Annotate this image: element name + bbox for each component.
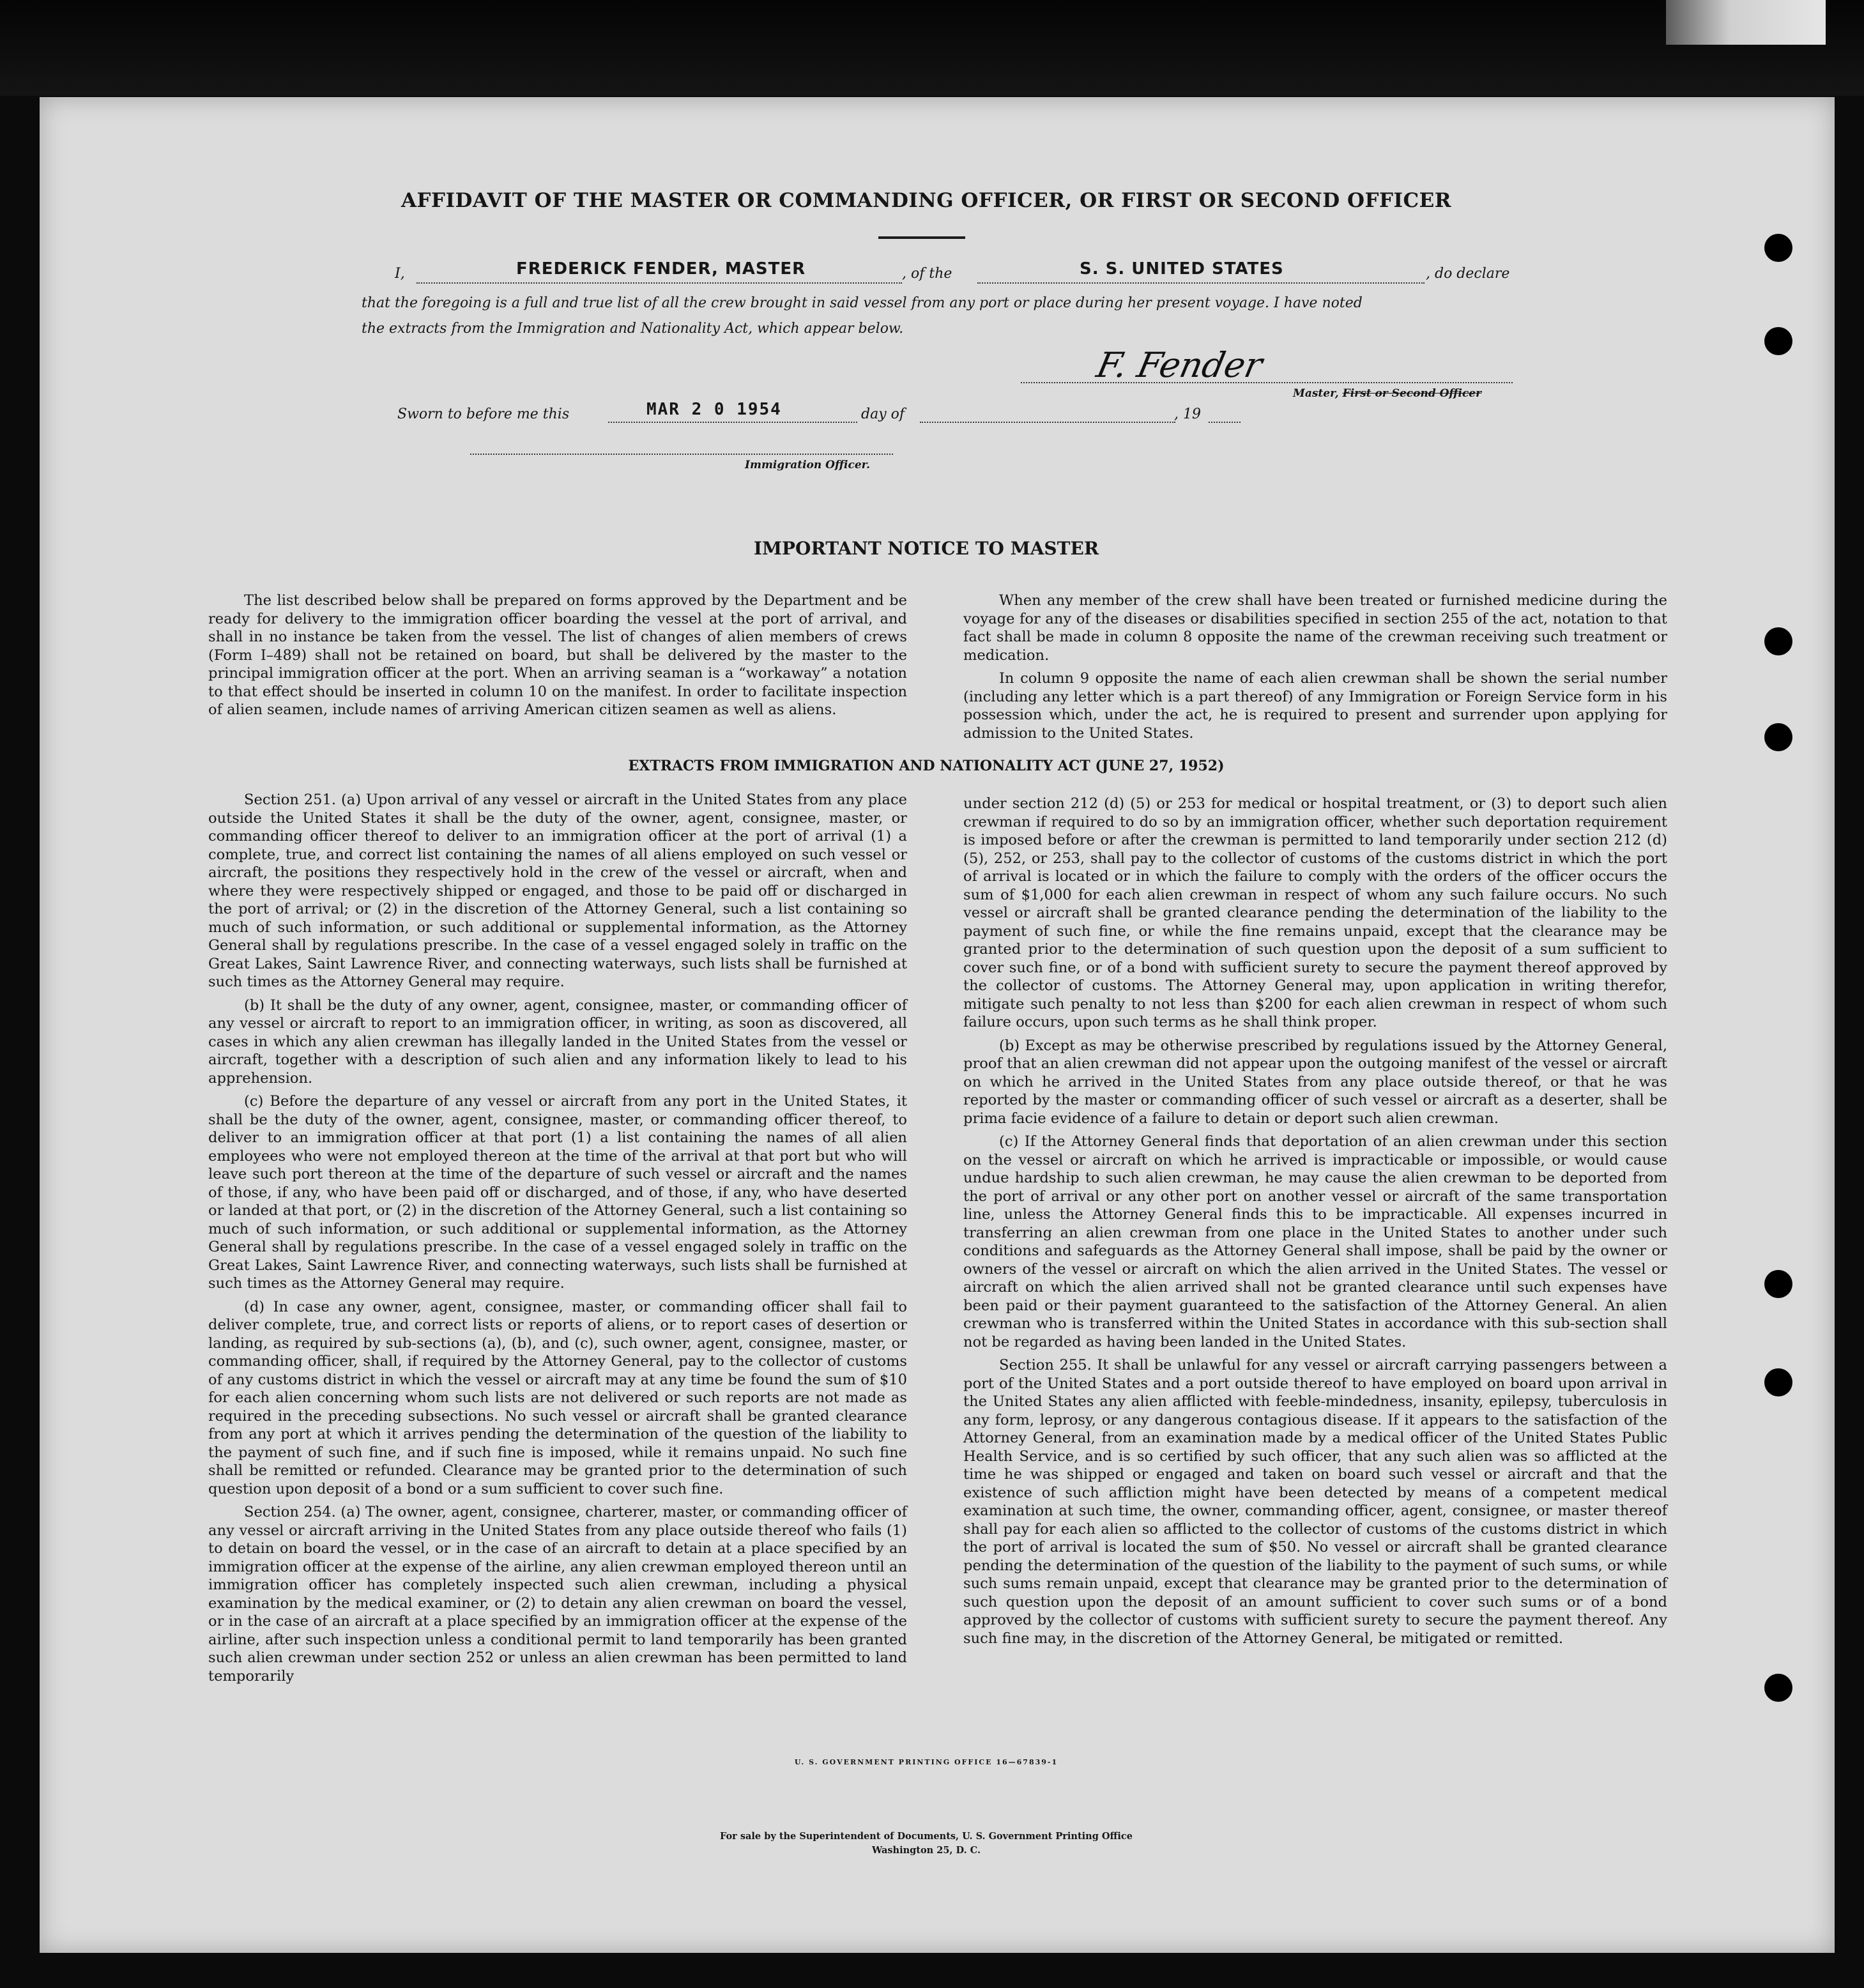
punch-hole xyxy=(1764,327,1792,355)
officer-label: Immigration Officer. xyxy=(745,459,870,471)
master-signature: F. Fender xyxy=(1093,345,1266,385)
do-declare-label: , do declare xyxy=(1426,266,1510,282)
section-254-a-continued: under section 212 (d) (5) or 253 for medical or hospital treatment, or (3) to deport such alien crewman if required to do so by an immigration officer, whether such deportation requirement is imposed before or after the crewman is permitted to land temporarily under section 212 (d) (5), 252, or 253, shall pay to the collector of customs of the customs district in which the port of arrival is located or in which the failure to comply with the orders of the officer occurs the sum of $1,000 for each alien crewman in respect of whom any such failure occurs. No such vessel or aircraft shall be granted clearance pending the determination of the liability to the payment of such fine, or while the fine remains unpaid, except that the clearance may be granted prior to the determination of such question upon the deposit of a sum sufficient to cover such fine, or of a bond with sufficient surety to secure the payment thereof approved by the collector of customs. The Attorney General may, upon application in writing therefor, mitigate such penalty to not less than $200 for each alien crewman in respect of whom such failure occurs, upon such terms as he shall think proper. xyxy=(963,795,1667,1030)
title-divider xyxy=(878,236,965,239)
printing-office-code: U. S. GOVERNMENT PRINTING OFFICE 16—67839-1 xyxy=(794,1758,1058,1766)
notice-right-paragraph-2: In column 9 opposite the name of each alien crewman shall be shown the serial number (including any letter which is a part thereof) of any Immigration or Foreign Service form in his possession which, under the act, he is required to present and surrender upon applying for admission to the United States. xyxy=(963,670,1667,742)
notice-right-column xyxy=(963,592,1667,747)
signer-title-struck: First or Second Officer xyxy=(1342,387,1482,400)
punch-hole xyxy=(1764,627,1792,655)
signature-line xyxy=(1021,382,1513,383)
section-251-d: (d) In case any owner, agent, consignee, master, or commanding officer shall fail to deliver complete, true, and correct lists or reports of aliens, or to report cases of desertion or landing, as required by sub-sections (a), (b), and (c), such owner, agent, consignee, master, or commanding officer, shall, if required by the Attorney General, pay to the collector of customs of any customs district in which the vessel or aircraft may at any time be found the sum of $10 for each alien concerning whom such lists are not delivered or such reports are not made as required in the preceding subsections. No such vessel or aircraft shall be granted clearance from any port at which it arrives pending the determination of the question of the liability to the payment of such fine, and if such fine is imposed, while it remains unpaid. No such fine shall be remitted or refunded. Clearance may be granted prior to the determination of such question upon deposit of a bond or a sum sufficient to cover such fine. xyxy=(208,1298,907,1497)
vessel-name: S. S. UNITED STATES xyxy=(1080,259,1284,279)
signer-title-master: Master, xyxy=(1293,387,1339,400)
section-255: Section 255. It shall be unlawful for any vessel or aircraft carrying passengers between a port of the United States and a port outside thereof to have employed on board upon arrival in the United States any alien afflicted with feeble-mindedness, insanity, epilepsy, tuberculosis in any form, leprosy, or any dangerous contagious disease. If it appears to the satisfaction of the Attorney General, from an examination made by a medical officer of the United States Public Health Service, and is so certified by such officer, that any such alien was so afflicted at the time he was shipped or engaged and taken on board such vessel or aircraft and that the existence of such affliction might have been detected by means of a competent medical examination at such time, the owner, commanding officer, agent, consignee, or master thereof shall pay for each alien so afflicted to the collector of customs of the customs district in which the port of arrival is located the sum of $50. No vessel or aircraft shall be granted clearance pending the determination of the question of the liability to the payment of such sums, or while such sums remain unpaid, except that clearance may be granted prior to the determination of such question upon the deposit of an amount sufficient to cover such sums or of a bond approved by the collector of customs with sufficient surety to secure the payment thereof. Any such fine may, in the discretion of the Attorney General, be mitigated or remitted. xyxy=(963,1357,1667,1647)
punch-hole xyxy=(1764,1270,1792,1298)
sale-notice-line-1: For sale by the Superintendent of Documents, U. S. Government Printing Office xyxy=(720,1831,1133,1842)
signer-title xyxy=(1293,387,1481,400)
sworn-date-blank xyxy=(608,422,857,423)
section-254-b: (b) Except as may be otherwise prescribed by regulations issued by the Attorney General, proof that an alien crewman did not appear upon the outgoing manifest of the vessel or aircraft on which he arrived in the United States from any place outside thereof, or that he was reported by the master or commanding officer of such vessel or aircraft as a deserter, shall be prima facie evidence of a failure to detain or deport such alien crewman. xyxy=(963,1037,1667,1127)
officer-signature-line xyxy=(470,454,893,455)
section-254-a: Section 254. (a) The owner, agent, consignee, charterer, master, or commanding officer of any vessel or aircraft arriving in the United States from any place outside thereof who fails (1) to detain on board the vessel, or in the case of an aircraft to detain at a place specified by an immigration officer at the expense of the airline, any alien crewman employed thereon until an immigration officer has completely inspected such alien crewman, including a physical examination by the medical examiner, or (2) to detain any alien crewman on board the vessel, or in the case of an aircraft at a place specified by an immigration officer at the expense of the airline, after such inspection unless a conditional permit to land temporarily has been granted such alien crewman under section 252 or unless an alien crewman has been permitted to land temporarily xyxy=(208,1504,907,1685)
punch-hole xyxy=(1764,1674,1792,1702)
year-label: , 19 xyxy=(1174,406,1201,422)
scan-border-top xyxy=(0,0,1864,96)
month-blank xyxy=(920,422,1175,423)
notice-right-paragraph-1: When any member of the crew shall have been treated or furnished medicine during the voyage for any of the diseases or disabilities specified in section 255 of the act, notation to that fact shall be made in column 8 opposite the name of the crewman receiving such treatment or medication. xyxy=(963,592,1667,664)
extracts-left-column xyxy=(208,791,907,1690)
sworn-date-stamp: MAR 2 0 1954 xyxy=(646,400,782,419)
section-254-c: (c) If the Attorney General finds that deportation of an alien crewman under this section on the vessel or aircraft on which he arrived is impracticable or impossible, or would cause undue hardship to such alien crewman, he may cause the alien crewman to be deported from the port of arrival or any other port on another vessel or aircraft of the same transportation line, unless the Attorney General finds this to be impracticable. All expenses incurred in transferring an alien crewman from one place in the United States to another under such conditions and safeguards as the Attorney General shall impose, shall be paid by the owner or owners of the vessel or aircraft on which the alien arrived in the United States. The vessel or aircraft on which the alien arrived shall not be granted clearance until such expenses have been paid or their payment guaranteed to the satisfaction of the Attorney General. An alien crewman who is transferred within the United States in accordance with this sub-section shall not be regarded as having been landed in the United States. xyxy=(963,1133,1667,1350)
notice-left-paragraph: The list described below shall be prepared on forms approved by the Department and be ready for delivery to the immigration officer boarding the vessel at the port of arrival, and shall in no instance be taken from the vessel. The list of changes of alien members of crews (Form I–489) shall not be retained on board, but shall be delivered by the master to the principal immigration officer at the port. When an arriving seaman is a “workaway” a notation to that effect should be inserted in column 10 on the manifest. In order to facilitate inspection of alien seamen, include names of arriving American citizen seamen as well as aliens. xyxy=(208,592,907,718)
sworn-label: Sworn to before me this xyxy=(397,406,570,422)
declarant-blank xyxy=(416,282,902,284)
punch-hole xyxy=(1764,1368,1792,1396)
sale-notice-line-2: Washington 25, D. C. xyxy=(871,1845,981,1856)
affidavit-title: AFFIDAVIT OF THE MASTER OR COMMANDING OFFICER, OR FIRST OR SECOND OFFICER xyxy=(401,189,1452,212)
year-blank xyxy=(1209,422,1241,423)
punch-hole xyxy=(1764,723,1792,751)
declaration-line-2: the extracts from the Immigration and Nationality Act, which appear below. xyxy=(362,321,904,337)
section-251-c: (c) Before the departure of any vessel or aircraft from any port in the United States, it shall be the duty of the owner, agent, consignee, master, or commanding officer thereof, to deliver to an immigration officer at that port (1) a list containing the names of all alien employees who were not employed thereon at the time of the arrival at that port but who will leave such port thereon at the time of the departure of such vessel or aircraft and the names of those, if any, who have been paid off or discharged, and of those, if any, who have deserted or landed at that port, or (2) in the discretion of the Attorney General, such a list containing so much of such information, or such additional or supplemental information, as the Attorney General shall by regulations prescribe. In the case of a vessel engaged solely in traffic on the Great Lakes, Saint Lawrence River, and connecting waterways, such lists shall be furnished at such times as the Attorney General may require. xyxy=(208,1093,907,1292)
declarant-name: FREDERICK FENDER, MASTER xyxy=(516,259,806,279)
notice-title: IMPORTANT NOTICE TO MASTER xyxy=(753,538,1099,559)
of-the-label: , of the xyxy=(902,266,952,282)
notice-left-column xyxy=(208,592,907,724)
section-251-a: Section 251. (a) Upon arrival of any vessel or aircraft in the United States from any place outside the United States it shall be the duty of the owner, agent, consignee, master, or commanding officer thereof to deliver to an immigration officer at the port of arrival (1) a complete, true, and correct list containing the names of all aliens employed on such vessel or aircraft, the positions they respectively hold in the crew of the vessel or aircraft, when and where they were respectively shipped or engaged, and those to be paid off or discharged in the port of arrival; or (2) in the discretion of the Attorney General, such a list containing so much of such information, or such additional or supplemental information, as the Attorney General shall by regulations prescribe. In the case of a vessel engaged solely in traffic on the Great Lakes, Saint Lawrence River, and connecting waterways, such lists shall be furnished at such times as the Attorney General may require. xyxy=(208,791,907,990)
sale-notice xyxy=(192,1830,1661,1858)
extracts-title: EXTRACTS FROM IMMIGRATION AND NATIONALITY ACT (JUNE 27, 1952) xyxy=(628,758,1225,774)
vessel-blank xyxy=(977,282,1425,284)
scan-corner-patch xyxy=(1666,0,1826,45)
extracts-right-column xyxy=(963,795,1667,1653)
day-of-label: day of xyxy=(861,406,905,422)
section-251-b: (b) It shall be the duty of any owner, agent, consignee, master, or commanding officer of any vessel or aircraft to report to an immigration officer, in writing, as soon as discovered, all cases in which any alien crewman has illegally landed in the United States from the vessel or aircraft, together with a description of such alien and any information likely to lead to his apprehension. xyxy=(208,997,907,1087)
punch-hole xyxy=(1764,234,1792,262)
declaration-line-1: that the foregoing is a full and true list of all the crew brought in said vessel from any port or place during her present voyage. I have noted xyxy=(362,295,1363,311)
i-label: I, xyxy=(395,266,405,282)
